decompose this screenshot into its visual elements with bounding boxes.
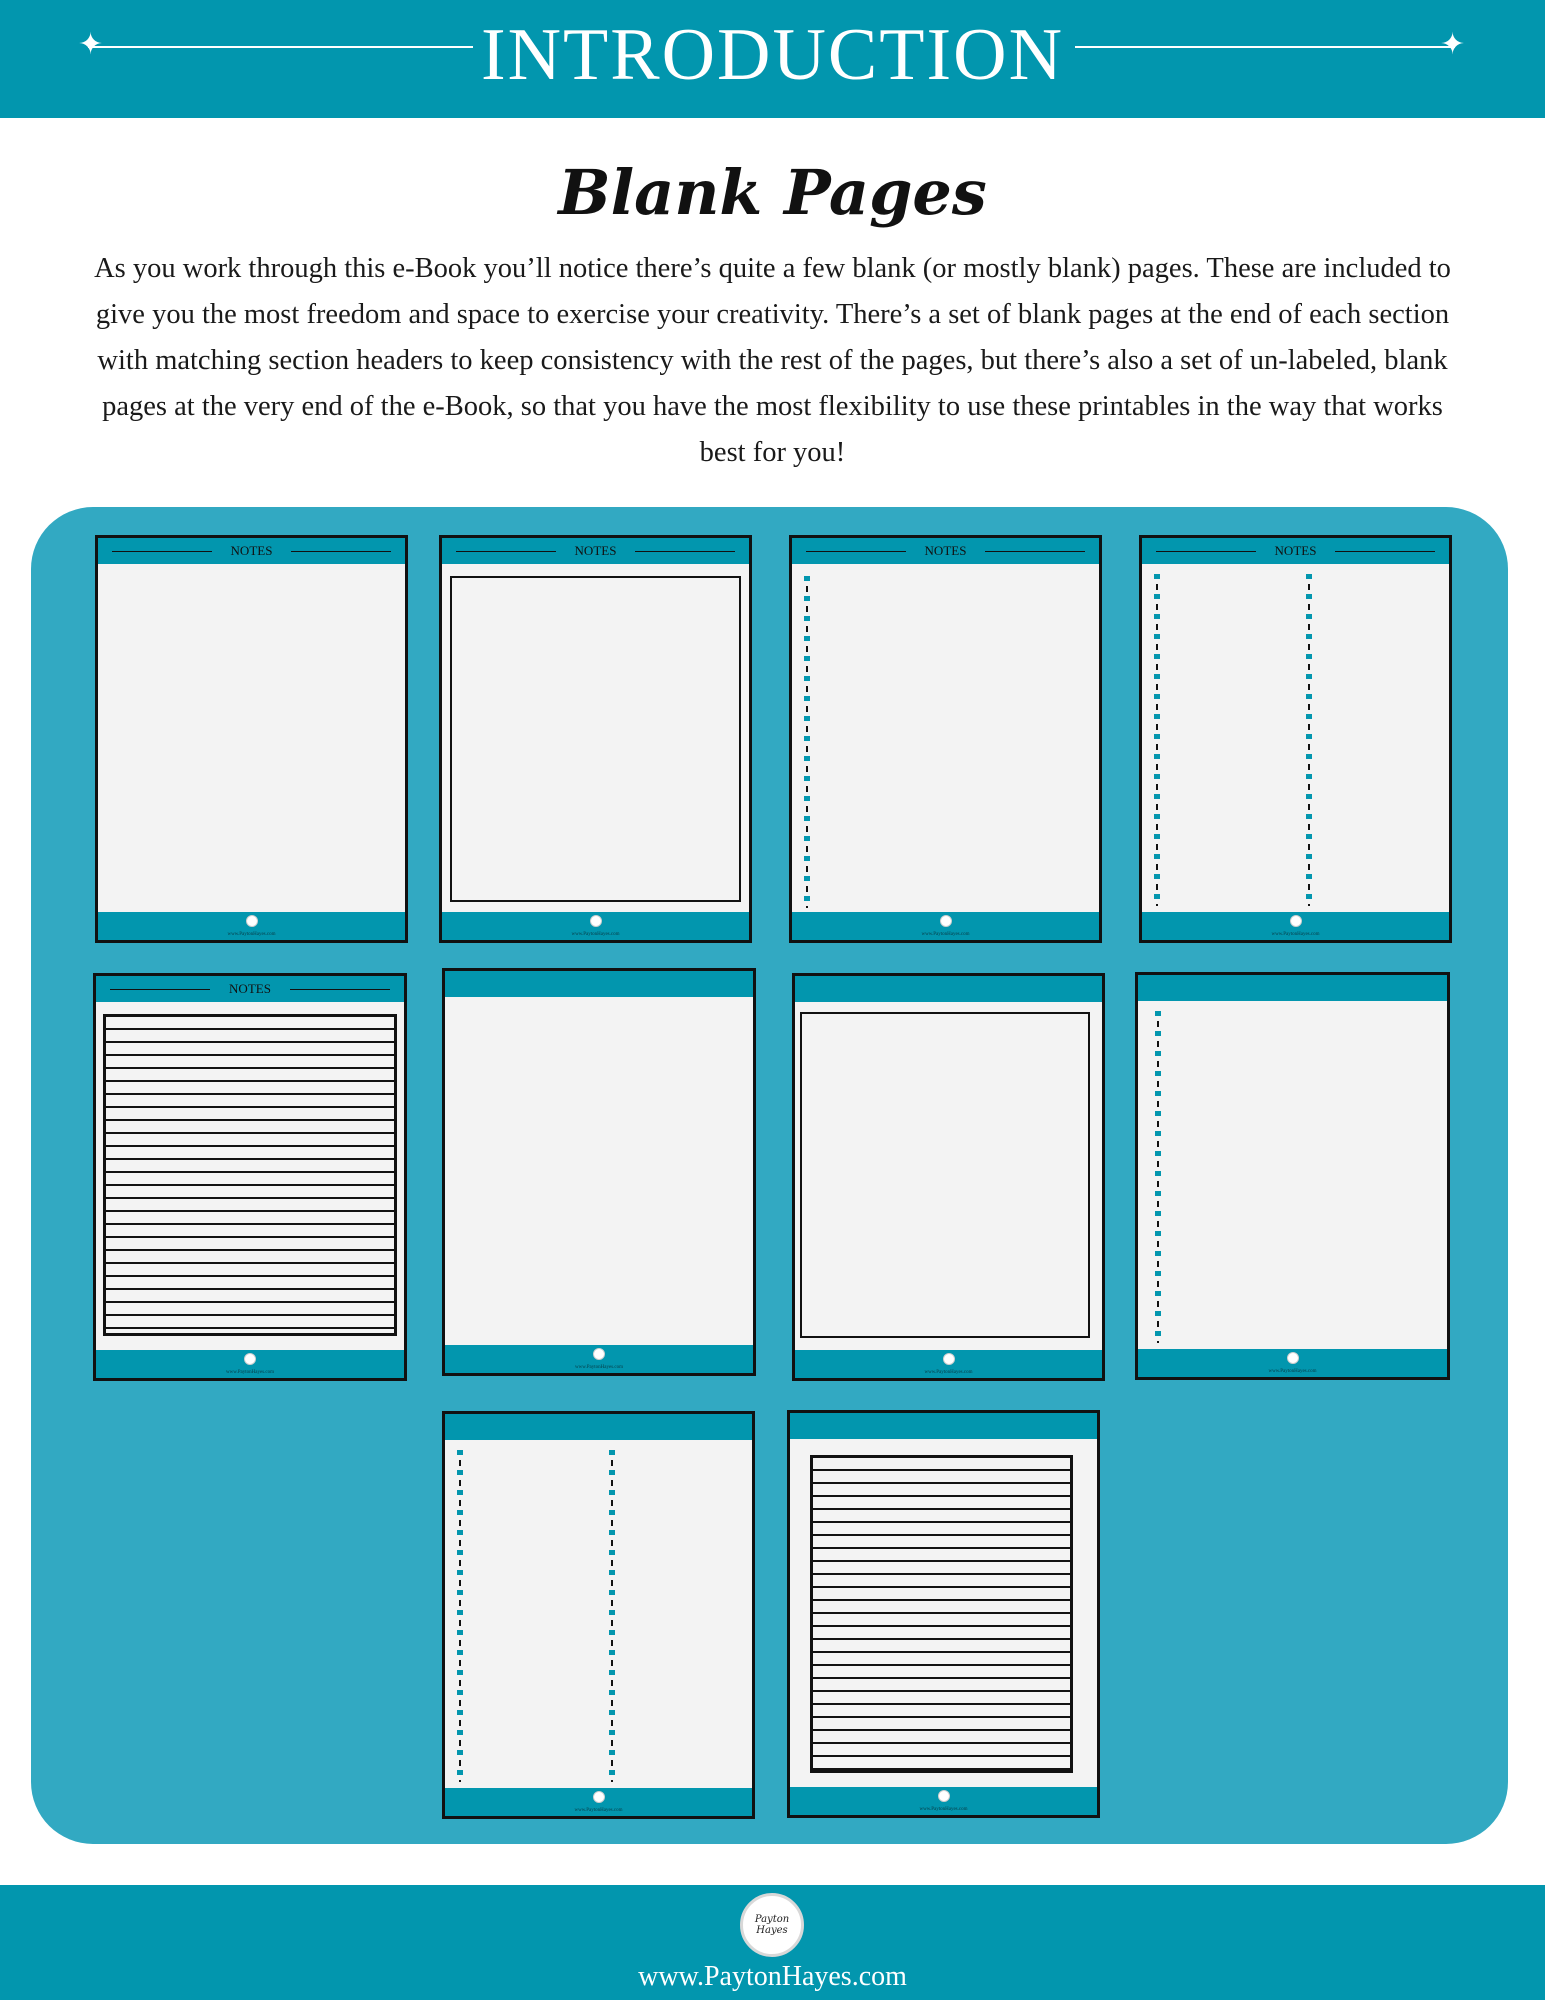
thumbnail-lined-area: [103, 1014, 397, 1336]
page-thumbnail-blank: [442, 968, 756, 1376]
page-thumbnail-notes-one-column: [789, 535, 1102, 943]
sparkle-icon: ✦: [78, 27, 104, 62]
thumbnail-url: www.PaytonHayes.com: [574, 1365, 623, 1370]
thumbnail-notes-label: NOTES: [1274, 543, 1317, 558]
thumbnail-footer: [442, 912, 749, 940]
thumbnail-footer: [445, 1788, 752, 1816]
dotted-column-guide: [1306, 574, 1312, 906]
thumbnail-url: www.PaytonHayes.com: [921, 932, 970, 937]
logo-icon: [244, 1353, 256, 1365]
thumbnail-header: [795, 976, 1102, 1002]
page-thumbnail-one-column: [1135, 972, 1450, 1380]
thumbnail-header: [445, 971, 753, 997]
thumbnail-url: www.PaytonHayes.com: [1271, 932, 1320, 937]
logo-icon: [1287, 1352, 1299, 1364]
logo-icon: [590, 915, 602, 927]
dotted-column-guide: [804, 576, 810, 908]
dotted-column-guide: [609, 1450, 615, 1782]
thumbnail-header: [792, 538, 1099, 564]
logo-icon: [938, 1790, 950, 1802]
page-thumbnail-notes-blank: [95, 535, 408, 943]
thumbnail-header: [98, 538, 405, 564]
thumbnail-lined-area: [810, 1455, 1073, 1773]
section-title: Blank Pages: [558, 156, 987, 229]
page-thumbnail-notes-two-column: [1139, 535, 1452, 943]
thumbnail-notes-label: NOTES: [574, 543, 617, 558]
thumbnail-url: www.PaytonHayes.com: [919, 1807, 968, 1812]
divider-line: [1335, 551, 1435, 552]
thumbnail-notes-label: NOTES: [229, 981, 271, 996]
thumbnail-header: [790, 1413, 1097, 1439]
dotted-column-guide: [1155, 1011, 1161, 1343]
sparkle-icon: ✦: [1440, 27, 1466, 62]
thumbnail-footer: [96, 1350, 404, 1378]
thumbnail-footer: [792, 912, 1099, 940]
page-title: INTRODUCTION: [480, 14, 1065, 96]
logo-icon: [1290, 915, 1302, 927]
thumbnail-border-box: [450, 576, 741, 902]
divider-line: [635, 551, 735, 552]
page-thumbnail-notes-lined: [93, 973, 407, 1381]
thumbnail-footer: [1138, 1349, 1447, 1377]
intro-paragraph: As you work through this e-Book you’ll notice there’s quite a few blank (or mostly blank) pages. These are included to give you the most freedom and space to exercise your creativity. There’s a set of blank pages at the end of each section with matching section headers to keep consistency with the rest of the pages, but there’s also a set of un-labeled, blank pages at the very end of the e-Book, so that you have the most flexibility to use these printables in the way that works best for you!: [94, 253, 1451, 468]
thumbnail-header: [445, 1414, 752, 1440]
thumbnail-header: [1142, 538, 1449, 564]
dotted-column-guide: [1154, 574, 1160, 906]
logo-icon: [593, 1791, 605, 1803]
logo-icon: [593, 1348, 605, 1360]
thumbnail-footer: [98, 912, 405, 940]
thumbnail-url: www.PaytonHayes.com: [574, 1808, 623, 1813]
page-thumbnail-lined: [787, 1410, 1100, 1818]
header-bar: [0, 0, 1545, 118]
thumbnail-border-box: [800, 1012, 1090, 1338]
thumbnail-url: www.PaytonHayes.com: [227, 932, 276, 937]
logo-icon: [246, 915, 258, 927]
thumbnail-footer: [790, 1787, 1097, 1815]
thumbnail-url: www.PaytonHayes.com: [924, 1370, 973, 1375]
thumbnail-footer: [1142, 912, 1449, 940]
page-thumbnail-boxed: [792, 973, 1105, 1381]
page-thumbnail-two-column: [442, 1411, 755, 1819]
thumbnail-notes-label: NOTES: [924, 543, 967, 558]
divider-line: [290, 989, 390, 990]
thumbnail-header: [1138, 975, 1447, 1001]
thumbnail-url: www.PaytonHayes.com: [225, 1370, 274, 1375]
footer-url: www.PaytonHayes.com: [638, 1961, 907, 1992]
thumbnail-url: www.PaytonHayes.com: [571, 932, 620, 937]
thumbnail-footer: [445, 1345, 753, 1373]
logo-icon: [940, 915, 952, 927]
divider-line: [985, 551, 1085, 552]
thumbnail-header: [442, 538, 749, 564]
thumbnail-url: www.PaytonHayes.com: [1268, 1369, 1317, 1374]
footer-logo-text: Payton Hayes: [754, 1914, 790, 1936]
dotted-column-guide: [457, 1450, 463, 1782]
thumbnail-header: [96, 976, 404, 1002]
footer-logo: [740, 1893, 804, 1957]
thumbnail-notes-label: NOTES: [230, 543, 273, 558]
divider-line: [291, 551, 391, 552]
page-thumbnail-notes-boxed: [439, 535, 752, 943]
thumbnail-footer: [795, 1350, 1102, 1378]
logo-icon: [943, 1353, 955, 1365]
